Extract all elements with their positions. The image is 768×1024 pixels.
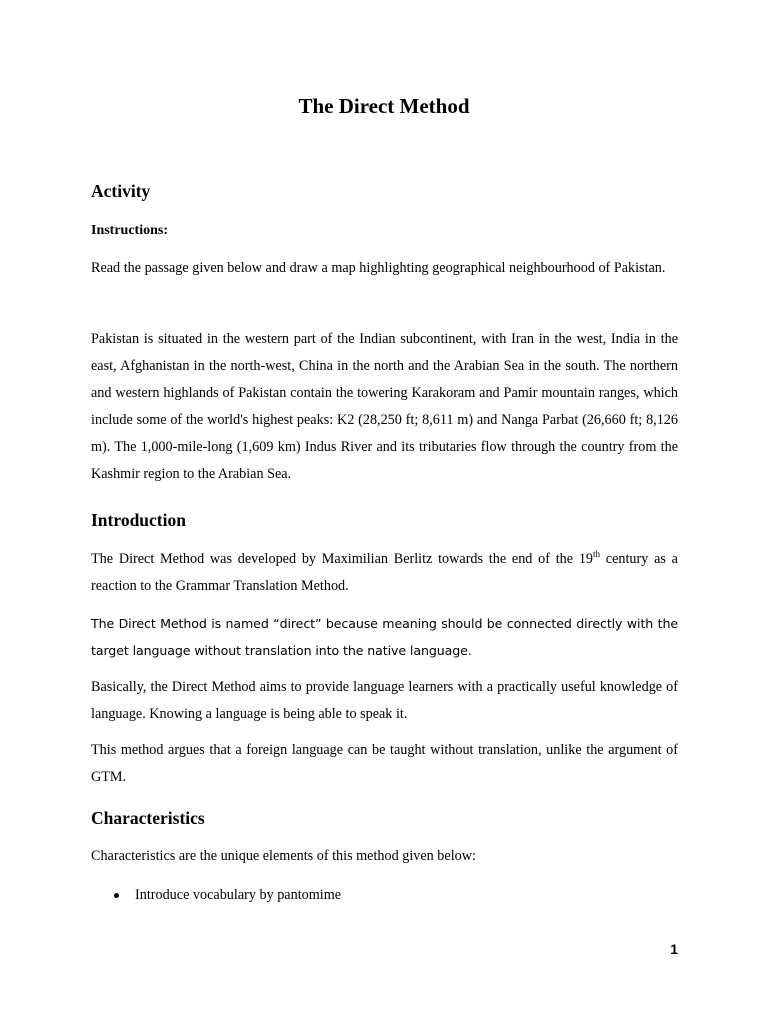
introduction-paragraph-1-continuation: century as a reaction to the Grammar Translation Method. [91,551,678,594]
list-item [91,882,678,909]
activity-passage: Pakistan is situated in the western part of the Indian subcontinent, with Iran in the west, India in the east, Afghanistan in the north-west, China in the north and the Arabian Sea in the south. The northern and western highlands of Pakistan contain the towering Karakoram and Pamir mountain ranges, which include some of the world's highest peaks: K2 (28,250 ft; 8,611 m) and Nanga Parbat (26,660 ft; 8,126 m). The 1,000-mile-long (1,609 km) Indus River and its tributaries flow through the country from the Kashmir region to the Arabian Sea. [91,331,678,482]
activity-heading: Activity [91,181,151,201]
instruction-text: Read the passage given below and draw a map highlighting geographical neighbourhood of Pakistan. [91,260,666,276]
page-number: 1 [670,941,678,957]
ordinal-superscript: th [593,549,601,559]
introduction-paragraph-1-text: The Direct Method was developed by Maximilian Berlitz towards the end of the 19 [91,551,594,567]
instructions-label: Instructions: [91,223,169,238]
introduction-heading: Introduction [91,510,186,530]
characteristics-heading: Characteristics [91,808,205,828]
introduction-paragraph-1 [91,546,678,600]
characteristics-intro: Characteristics are the unique elements of this method given below: [91,848,476,864]
list-item-text: Introduce vocabulary by pantomime [135,887,342,903]
characteristics-list [91,882,678,909]
introduction-paragraph-3: Basically, the Direct Method aims to provide language learners with a practically useful knowledge of language. Knowing a language is being able to speak it. [91,679,678,722]
bullet-icon [114,893,119,898]
introduction-paragraph-2: The Direct Method is named “direct” because meaning should be connected directly with the target language without translation into the native language. [91,616,678,658]
page-title: The Direct Method [298,94,470,118]
introduction-paragraph-4: This method argues that a foreign language can be taught without translation, unlike the argument of GTM. [91,742,678,785]
